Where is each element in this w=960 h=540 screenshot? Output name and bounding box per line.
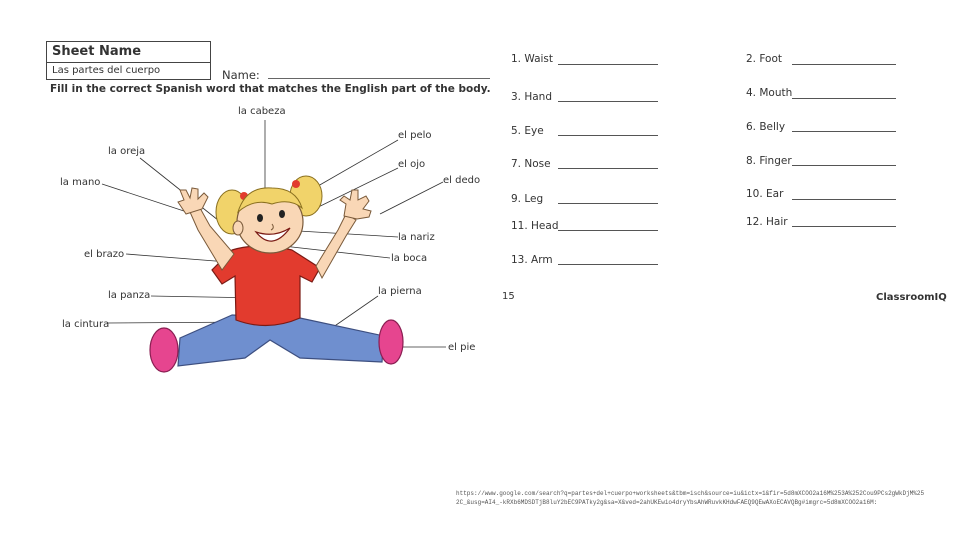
label-la-mano: la mano bbox=[60, 177, 101, 188]
label-el-pelo: el pelo bbox=[398, 130, 432, 141]
question-12-label: 12. Hair bbox=[746, 216, 788, 228]
label-el-dedo: el dedo bbox=[443, 175, 481, 186]
question-9-label: 9. Leg bbox=[511, 193, 544, 205]
label-la-nariz: la nariz bbox=[398, 232, 435, 243]
name-label: Name: bbox=[222, 68, 260, 82]
answer-blank-11[interactable] bbox=[558, 230, 658, 231]
label-la-pierna: la pierna bbox=[378, 286, 422, 297]
answer-blank-10[interactable] bbox=[792, 199, 896, 200]
left-shoe bbox=[150, 328, 178, 372]
question-1-label: 1. Waist bbox=[511, 53, 554, 65]
instructions: Fill in the correct Spanish word that matches the English part of the body. bbox=[50, 83, 491, 95]
name-line bbox=[268, 78, 490, 79]
line-el-pelo bbox=[318, 140, 398, 186]
brand-logo-text: ClassroomIQ bbox=[876, 292, 947, 303]
question-7-label: 7. Nose bbox=[511, 158, 551, 170]
question-5-label: 5. Eye bbox=[511, 125, 544, 137]
question-10-label: 10. Ear bbox=[746, 188, 784, 200]
answer-blank-9[interactable] bbox=[558, 203, 658, 204]
right-shoe bbox=[379, 320, 403, 364]
label-la-oreja: la oreja bbox=[108, 146, 146, 157]
right-arm bbox=[316, 214, 356, 278]
answer-blank-1[interactable] bbox=[558, 64, 658, 65]
label-el-brazo: el brazo bbox=[84, 249, 125, 260]
line-el-dedo bbox=[380, 182, 443, 214]
sheet-subtitle: Las partes del cuerpo bbox=[52, 65, 161, 76]
label-el-pie: el pie bbox=[448, 342, 476, 353]
right-bow bbox=[292, 180, 300, 188]
left-eye bbox=[257, 214, 263, 222]
question-4-label: 4. Mouth bbox=[746, 87, 793, 99]
answer-blank-13[interactable] bbox=[558, 264, 658, 265]
source-url-link[interactable]: https://www.google.com/search?q=partes+del+cuerpo+worksheets&tbm=isch&source=iu&ictx=1&fir=5d8mXCOO2a16M%253A%252Cou9PCs2gWkDjM%252C_&usg=AI4_-kRXb6MDSDTjB8luY2bEC9PATky2g&sa=X&ved=2ahUKEwio4dryYbsAhWRuvkKHdwFAEQ9QEwAXoECAVQBg#imgrc=5d8mXCOO2a16M: bbox=[456, 490, 925, 506]
label-la-cintura: la cintura bbox=[62, 319, 110, 330]
question-11-label: 11. Head bbox=[511, 220, 559, 232]
answer-blank-7[interactable] bbox=[558, 168, 658, 169]
right-eye bbox=[279, 210, 285, 218]
answer-blank-6[interactable] bbox=[792, 131, 896, 132]
answer-blank-12[interactable] bbox=[792, 226, 896, 227]
label-la-panza: la panza bbox=[108, 290, 151, 301]
sheet-name-box bbox=[46, 41, 211, 80]
question-6-label: 6. Belly bbox=[746, 121, 786, 133]
sheet-title: Sheet Name bbox=[52, 44, 142, 59]
label-la-cabeza: la cabeza bbox=[238, 106, 286, 117]
answer-blank-8[interactable] bbox=[792, 165, 896, 166]
question-3-label: 3. Hand bbox=[511, 91, 553, 103]
answer-blank-2[interactable] bbox=[792, 64, 896, 65]
label-la-boca: la boca bbox=[391, 253, 428, 264]
answer-blank-5[interactable] bbox=[558, 135, 658, 136]
ear bbox=[233, 221, 243, 235]
answer-blank-3[interactable] bbox=[558, 101, 658, 102]
question-2-label: 2. Foot bbox=[746, 53, 782, 65]
question-13-label: 13. Arm bbox=[511, 254, 553, 266]
left-hand bbox=[178, 188, 208, 214]
page-number: 15 bbox=[502, 291, 515, 302]
label-el-ojo: el ojo bbox=[398, 159, 426, 170]
line-la-mano bbox=[102, 184, 196, 215]
question-8-label: 8. Finger bbox=[746, 155, 792, 167]
sheet-box-divider bbox=[47, 62, 210, 63]
answer-blank-4[interactable] bbox=[792, 98, 896, 99]
